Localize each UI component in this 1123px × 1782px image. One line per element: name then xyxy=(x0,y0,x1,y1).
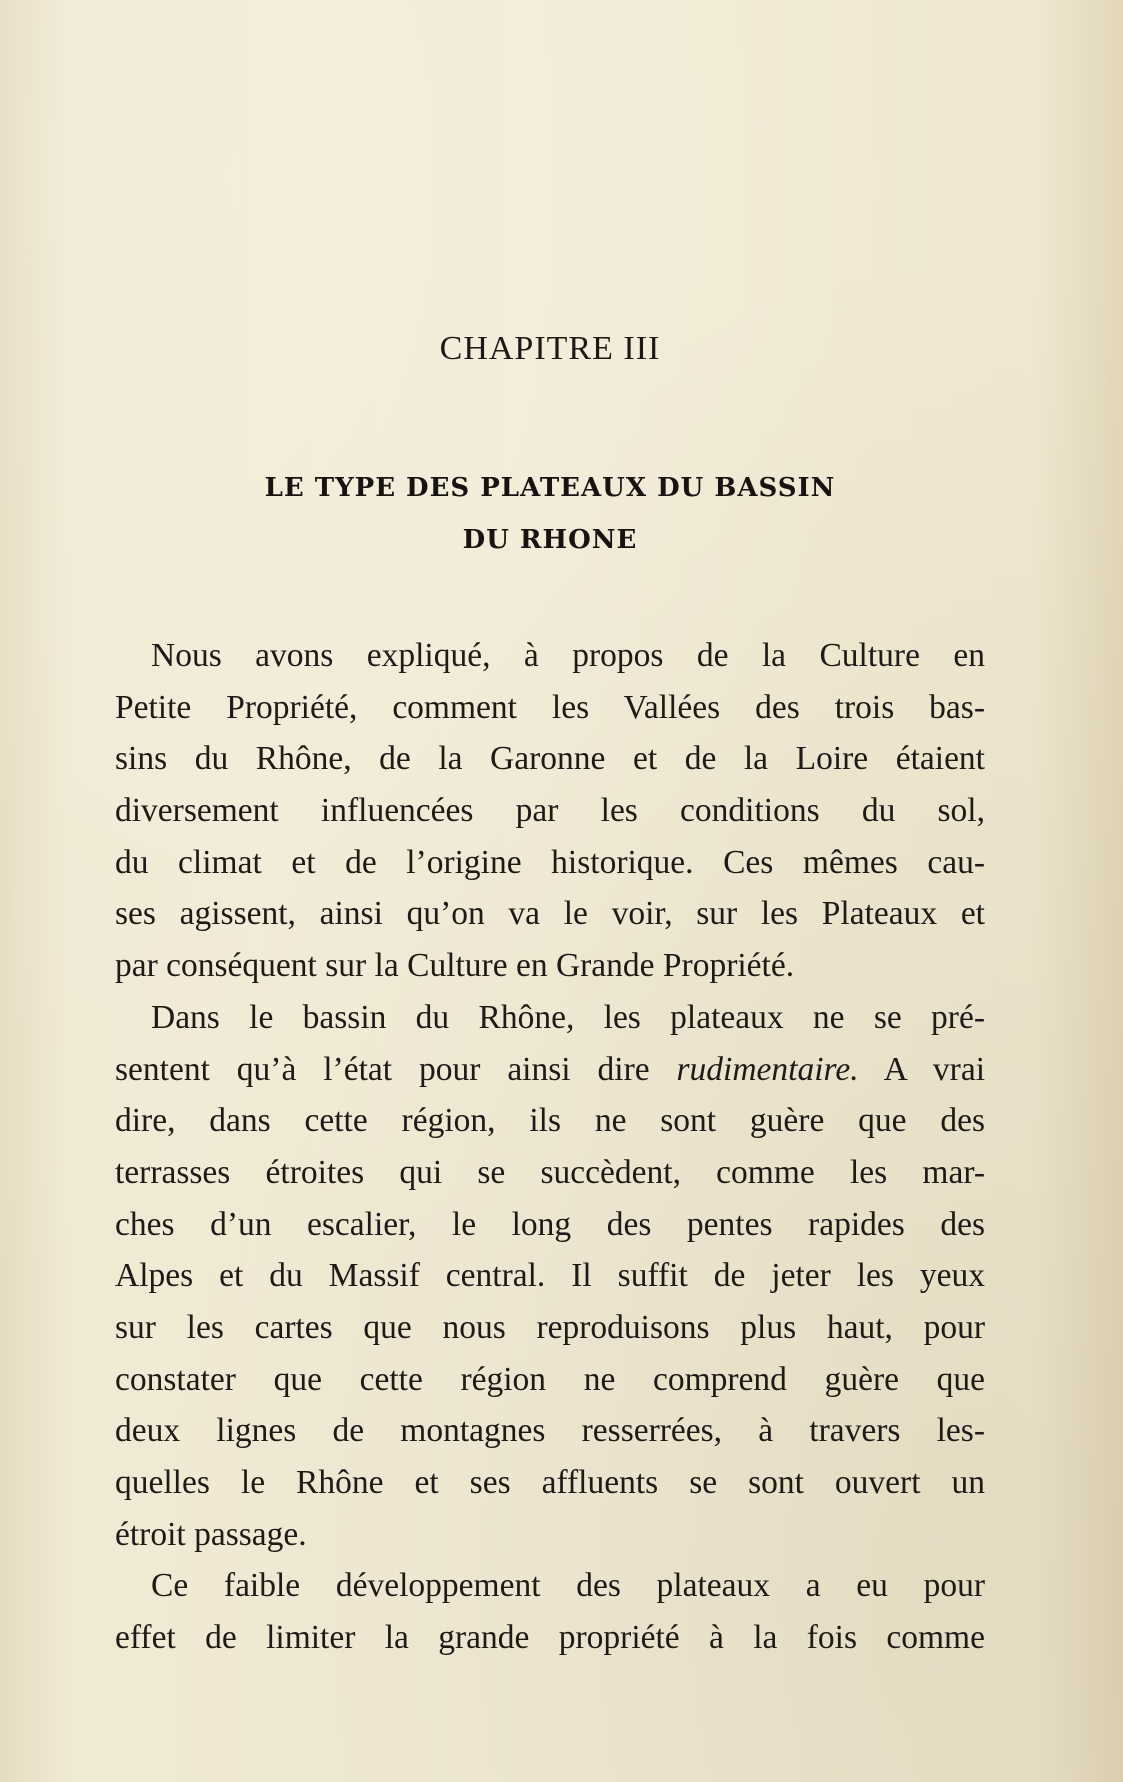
text-line: deux lignes de montagnes resserrées, à travers les- xyxy=(115,1412,985,1450)
text-line: sur les cartes que nous reproduisons plus haut, pour xyxy=(115,1308,985,1346)
text-line xyxy=(115,1044,985,1096)
text-line: diversement influencées par les conditions du sol, xyxy=(115,792,985,830)
italic-word: rudimentaire. xyxy=(676,1050,859,1088)
text-line: ches d’un escalier, le long des pentes rapides des xyxy=(115,1205,985,1243)
text-line: terrasses étroites qui se succèdent, comme les mar- xyxy=(115,1153,985,1191)
chapter-title xyxy=(0,462,1100,566)
chapter-title-line: LE TYPE DES PLATEAUX DU BASSIN xyxy=(264,473,836,503)
paragraph xyxy=(115,630,985,992)
body-text xyxy=(115,630,985,1664)
text-line: Petite Propriété, comment les Vallées des trois bas- xyxy=(115,688,985,726)
text-segment: sentent qu’à l’état pour ainsi dire xyxy=(115,1050,677,1088)
text-line: du climat et de l’origine historique. Ces mêmes cau- xyxy=(115,843,985,881)
text-line: effet de limiter la grande propriété à la fois comme xyxy=(115,1619,985,1657)
paragraph xyxy=(115,992,985,1561)
text-line: Alpes et du Massif central. Il suffit de jeter les yeux xyxy=(115,1257,985,1295)
text-line: quelles le Rhône et ses affluents se sont ouvert un xyxy=(115,1464,985,1501)
text-line: Ce faible développement des plateaux a eu pour xyxy=(151,1567,985,1605)
text-line: Dans le bassin du Rhône, les plateaux ne se pré- xyxy=(151,998,985,1036)
text-line: constater que cette région ne comprend guère que xyxy=(115,1360,985,1398)
paragraph xyxy=(115,1560,985,1663)
text-line: par conséquent sur la Culture en Grande Propriété. xyxy=(115,947,795,985)
text-line: sins du Rhône, de la Garonne et de la Loire étaient xyxy=(115,740,985,778)
text-line: ses agissent, ainsi qu’on va le voir, sur les Plateaux et xyxy=(115,895,985,933)
text-segment: A vrai xyxy=(858,1050,985,1088)
chapter-title-line: DU RHONE xyxy=(462,525,638,555)
text-line: étroit passage. xyxy=(115,1515,307,1553)
text-line: dire, dans cette région, ils ne sont guère que des xyxy=(115,1102,985,1140)
text-line: Nous avons expliqué, à propos de la Culture en xyxy=(151,637,985,674)
chapter-heading: CHAPITRE III xyxy=(439,330,661,367)
